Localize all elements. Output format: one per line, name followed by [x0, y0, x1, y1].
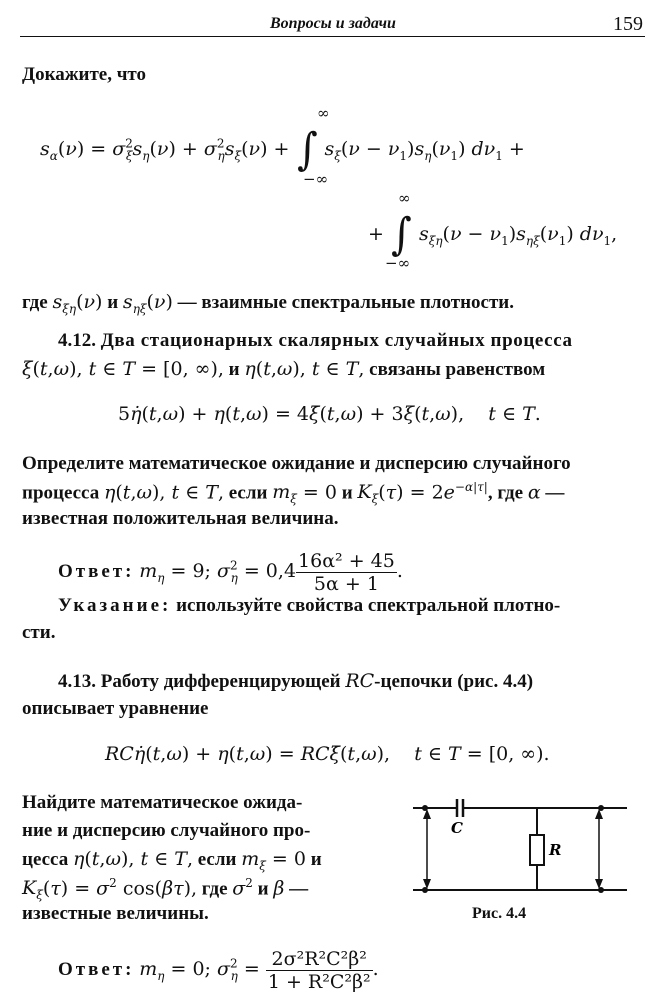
formula-line-1: $s_\alpha(\nu) = \sigma^2_\xi s_\eta(\nu) + \sigma^2_\eta s_\xi(\nu)$ + ∫ $s_\xi(\nu - \nu_1)s_\eta(\nu_1) d\nu_1$ + — [40, 124, 525, 175]
problem-4-13-task-2: ние и дисперсию случайного про- — [22, 820, 311, 841]
problem-4-13-line-2: описывает уравнение — [22, 698, 209, 719]
figure-caption: Рис. 4.4 — [472, 905, 527, 922]
formula2-lower-limit: −∞ — [385, 254, 411, 272]
resistor-body — [530, 835, 544, 865]
terminal-bottom-right — [598, 887, 604, 893]
terminal-top-right — [598, 805, 604, 811]
problem-4-12-equation: 5η̇(t,ω) + η(t,ω) = 4ξ̇(t,ω) + 3ξ(t,ω), t ∈ T. — [118, 403, 541, 425]
problem-4-12-text-1: Два стационарных скалярных случайных процесса — [100, 330, 573, 351]
formula1-lower-limit: −∞ — [303, 170, 329, 188]
header-title: Вопросы и задачи — [270, 15, 396, 32]
answer-fraction-4-12 — [296, 550, 397, 595]
formula1-upper-limit: ∞ — [317, 104, 330, 122]
problem-4-12-hint-2: сти. — [22, 622, 56, 643]
hint-label: Указание: — [58, 595, 172, 616]
where-text: где $s_{\xi\eta}(\nu)$ и $s_{\eta\xi}(\nu)$ — взаимные спектральные плотности. — [22, 291, 514, 316]
answer-4-12-numerator: 16α² + 45 — [298, 550, 395, 572]
answer-4-12-denominator: 5α + 1 — [313, 573, 379, 595]
answer-label: Ответ: — [58, 560, 135, 582]
problem-4-12-line-1 — [58, 330, 573, 352]
page-number: 159 — [613, 13, 643, 35]
problem-4-13-line-1: 4.13. Работу дифференцирующей RC-цепочки (рис. 4.4) — [58, 670, 534, 692]
problem-4-12-line-2: ξ(t,ω), t ∈ T = [0, ∞), и η(t,ω), t ∈ T, связаны равенством — [22, 358, 546, 380]
prove-intro: Докажите, что — [22, 64, 147, 85]
answer-4-13-denominator: 1 + R²C²β² — [267, 971, 371, 993]
terminal-top-left — [422, 805, 428, 811]
problem-4-13-task-5: известные величины. — [22, 903, 209, 924]
formula-line-2: + ∫ $s_{\xi\eta}(\nu - \nu_1)s_{\eta\xi}(\nu_1)$ $d\nu_1$, — [368, 209, 618, 260]
problem-4-13-task-4: $K_\xi(\tau) = \sigma^2$ cos(βτ), где $\sigma^2$ и β — — [22, 876, 309, 903]
hint-text-1: используйте свойства спектральной плотно- — [176, 595, 561, 616]
answer-4-13-numerator: 2σ²R²C²β² — [266, 948, 373, 971]
problem-4-13-task-1: Найдите математическое ожида- — [22, 792, 303, 813]
rc-circuit-diagram — [405, 795, 635, 905]
problem-4-13-number: 4.13. — [58, 671, 96, 692]
problem-4-12-number: 4.12. — [58, 330, 96, 351]
problem-4-12-task-2: процесса η(t,ω), t ∈ T, если $m_\xi = 0$ и $K_\xi(\tau) = 2e^{-\alpha|\tau|}$, где α — — [22, 480, 565, 507]
terminal-bottom-left — [422, 887, 428, 893]
formula2-upper-limit: ∞ — [398, 189, 411, 207]
problem-4-12-answer: Ответ: $m_\eta = 9$; $\sigma^2_\eta = 0,4$ $\frac{\text{16α² + 45}}{5\alpha + 1}$ . — [58, 550, 403, 595]
problem-4-12-task-3: известная положительная величина. — [22, 508, 339, 529]
problem-4-12-hint-1 — [58, 595, 560, 617]
running-header — [20, 10, 645, 37]
resistor-label: R — [549, 841, 562, 859]
problem-4-13-equation: RCη̇(t,ω) + η(t,ω) = RCξ̇(t,ω), t ∈ T = [0, ∞). — [105, 743, 550, 765]
problem-4-13-answer: Ответ: $m_\eta = 0$; $\sigma^2_\eta$ = $\frac{\text{2σ²R²C²β²}}{\text{1 + R²C²β²}}$ . — [58, 948, 379, 993]
answer-label-4-13: Ответ: — [58, 958, 135, 980]
problem-4-12-task-1: Определите математическое ожидание и дисперсию случайного — [22, 453, 571, 474]
capacitor-label: C — [451, 819, 463, 837]
answer-fraction-4-13 — [266, 948, 373, 993]
problem-4-13-task-3: цесса η(t,ω), t ∈ T, если $m_\xi = 0$ и — [22, 848, 322, 873]
